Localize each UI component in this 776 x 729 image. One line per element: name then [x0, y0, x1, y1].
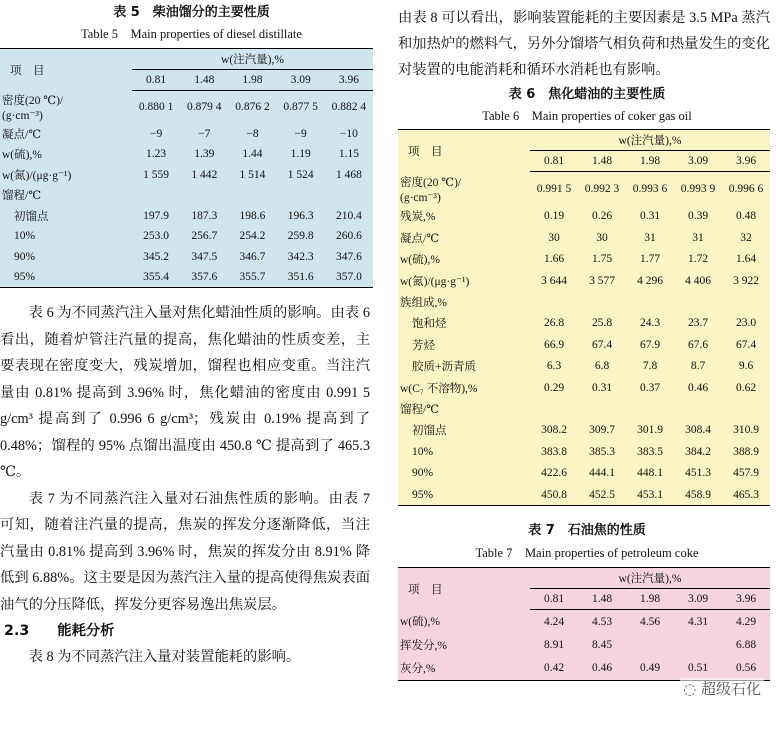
row-label-text: 密度(20 ℃)/ — [400, 176, 462, 189]
table-cell: −7 — [198, 127, 211, 140]
w-header: w(注汽量),% — [530, 130, 770, 151]
table-cell: 383.5 — [637, 445, 663, 458]
paragraph-table7: 表 7 为不同蒸汽注入量对石油焦性质的影响。由表 7 可知，随着注汽量的提高，焦炭的挥发分逐渐降低，当注汽量由 0.81% 提高到 3.96% 时，焦炭的挥发分由 8.91% 降低到 6.88%。这主要是因为蒸汽注入量的提高使得焦炭表面油气的分压降低，挥发分更容易逸出焦炭层。 — [0, 490, 370, 613]
row-label — [398, 172, 530, 206]
table-cell: 1.64 — [735, 253, 757, 266]
table-cell: 254.2 — [239, 230, 266, 243]
table-cell: 1.72 — [687, 253, 709, 266]
row-label — [398, 657, 530, 681]
row-label-text: 馏程/℃ — [400, 403, 440, 416]
section-title: 能耗分析 — [57, 623, 115, 640]
row-label-text: 芳烃 — [412, 339, 435, 352]
table-cell: 342.3 — [287, 250, 314, 263]
table-cell: 31 — [644, 231, 656, 244]
left-body-text — [0, 300, 370, 618]
row-label — [0, 185, 132, 206]
table-cell: 0.37 — [639, 381, 661, 394]
table-cell: 351.6 — [277, 267, 325, 288]
row-label — [398, 462, 530, 483]
table-cell: 345.2 — [143, 250, 170, 263]
table6-caption-en: Table 6 Main properties of coker gas oil — [482, 109, 692, 123]
table-cell: 4.29 — [735, 615, 757, 628]
row-label-text: 初馏点 — [412, 425, 447, 438]
row-label-text: 族组成,% — [400, 296, 447, 309]
table-cell: 23.7 — [687, 317, 709, 330]
table-row — [398, 633, 770, 657]
table-row — [398, 270, 770, 291]
table-cell: 6.3 — [546, 360, 562, 373]
table-row — [398, 172, 770, 206]
table7-caption-cn: 表 7 石油焦的性质 — [528, 523, 646, 539]
table-cell: 457.9 — [733, 467, 759, 480]
column-header: 1.48 — [180, 70, 228, 91]
table-row — [398, 291, 770, 312]
table-row — [398, 484, 770, 506]
row-label-text: 90% — [14, 250, 36, 263]
table-cell: 67.9 — [639, 338, 661, 351]
table-cell: 187.3 — [191, 209, 218, 222]
table-cell: 0.877 5 — [283, 101, 318, 114]
row-label — [398, 633, 530, 657]
table5-caption-cn: 表 5 柴油馏分的主要性质 — [113, 5, 270, 20]
table6 — [398, 129, 776, 506]
row-label-text: w(氮)/(μg·g⁻¹) — [400, 275, 470, 288]
table-cell — [674, 398, 722, 419]
table-cell — [530, 398, 578, 419]
row-label — [0, 91, 132, 124]
row-label-text: w(氮)/(μg·g⁻¹) — [2, 169, 72, 182]
paragraph-table8 — [0, 644, 370, 671]
column-header: 0.81 — [530, 151, 578, 172]
table-cell: 308.2 — [541, 424, 567, 437]
table-cell: 26.8 — [543, 317, 565, 330]
table-cell: 1 514 — [239, 168, 266, 181]
table-cell: 450.8 — [530, 484, 578, 506]
table-cell: 67.6 — [687, 338, 709, 351]
table-cell: 0.992 3 — [584, 182, 620, 195]
table-cell — [180, 185, 228, 206]
table-cell: 1.77 — [639, 253, 661, 266]
watermark — [680, 678, 764, 699]
table-cell: 385.3 — [589, 445, 615, 458]
table-cell: 355.7 — [228, 267, 276, 288]
row-label-text: 灰分,% — [400, 663, 436, 676]
table-row — [398, 610, 770, 634]
table-cell: 0.876 2 — [235, 101, 270, 114]
table-cell: 4.31 — [687, 615, 709, 628]
section-heading — [4, 618, 383, 644]
table-cell: 3 577 — [589, 274, 615, 287]
row-label — [398, 334, 530, 355]
table-cell: 452.5 — [578, 484, 626, 506]
table-row — [398, 355, 770, 376]
column-header: 0.81 — [530, 589, 578, 610]
row-label-text: 凝点/℃ — [400, 232, 440, 245]
row-label — [398, 227, 530, 248]
row-label — [398, 441, 530, 462]
table-cell: 198.6 — [239, 209, 266, 222]
table-row — [398, 227, 770, 248]
table-row — [398, 206, 770, 227]
table-row — [0, 267, 373, 288]
table-cell: 1 524 — [287, 168, 314, 181]
row-label — [398, 249, 530, 270]
table-row — [0, 205, 373, 226]
table-cell: 453.1 — [626, 484, 674, 506]
table-cell: 388.9 — [733, 445, 759, 458]
table-cell: 23.0 — [735, 317, 757, 330]
row-label-unit: (g·cm⁻³) — [400, 191, 441, 204]
table-cell: 0.51 — [674, 657, 722, 681]
table-cell — [530, 291, 578, 312]
table-cell: −8 — [246, 127, 259, 140]
row-label-text: 馏程/℃ — [2, 190, 42, 203]
table-cell: 310.9 — [733, 424, 759, 437]
table7-caption-en: Table 7 Main properties of petroleum coke — [475, 546, 699, 561]
table-cell — [626, 633, 674, 657]
paragraph-energy: 由表 8 可以看出，影响装置能耗的主要因素是 3.5 MPa 蒸汽和加热炉的燃料气，另外分馏塔气相负荷和热量发生的变化对装置的电能消耗和循环水消耗也有影响。 — [398, 10, 770, 78]
row-label-text: 挥发分,% — [400, 639, 447, 652]
w-header: w(注汽量),% — [132, 49, 373, 70]
column-header: 3.09 — [674, 151, 722, 172]
table-cell: 347.6 — [335, 250, 362, 263]
table-cell: 383.8 — [541, 445, 567, 458]
row-label-text: 残炭,% — [400, 211, 436, 224]
table-cell: 0.996 6 — [728, 182, 764, 195]
table-cell — [722, 398, 770, 419]
table-cell: 0.880 1 — [138, 101, 174, 114]
row-label — [398, 484, 530, 506]
table-row — [0, 144, 373, 165]
table-row — [0, 226, 373, 247]
column-header: 1.98 — [228, 70, 276, 91]
table-cell: 0.879 4 — [187, 101, 222, 114]
table-cell: 3 644 — [541, 274, 567, 287]
table-cell: 0.39 — [687, 210, 709, 223]
table6-caption-cn: 表 6 焦化蜡油的主要性质 — [508, 87, 666, 102]
right-body-text — [398, 5, 770, 83]
table-cell: 0.26 — [591, 210, 613, 223]
row-label-text: w(硫),% — [400, 616, 440, 629]
table-cell: 309.7 — [589, 424, 615, 437]
table-cell: 384.2 — [685, 445, 711, 458]
table-row — [398, 441, 770, 462]
table-cell — [132, 185, 180, 206]
table-cell: 31 — [692, 231, 704, 244]
table-cell: 1.39 — [194, 148, 215, 161]
table-cell: 355.4 — [132, 267, 180, 288]
table-cell: −10 — [339, 127, 358, 140]
column-header: 3.09 — [277, 70, 325, 91]
table-cell: 67.4 — [735, 338, 757, 351]
table-cell: 3 922 — [733, 274, 759, 287]
table-cell: 0.31 — [639, 210, 661, 223]
table-cell: 210.4 — [335, 209, 362, 222]
table-cell: 197.9 — [143, 209, 170, 222]
row-label — [398, 355, 530, 376]
table-cell: 448.1 — [637, 467, 663, 480]
table-cell: 0.29 — [543, 381, 565, 394]
table7 — [398, 567, 776, 681]
row-label-text: w(硫),% — [400, 254, 440, 267]
table-cell: 25.8 — [591, 317, 613, 330]
table-cell: 4.56 — [639, 615, 661, 628]
row-label-text: 10% — [412, 445, 434, 458]
paragraph-table8-text: 表 8 为不同蒸汽注入量对装置能耗的影响。 — [28, 649, 301, 666]
left-column — [0, 0, 383, 671]
table-cell: 301.9 — [637, 424, 663, 437]
row-label — [398, 398, 530, 419]
column-header: 1.48 — [578, 589, 626, 610]
table-cell: 67.4 — [591, 338, 613, 351]
table-cell: 7.8 — [642, 360, 658, 373]
table-cell — [722, 291, 770, 312]
table-cell: 1 468 — [335, 168, 362, 181]
table-cell: 357.0 — [325, 267, 373, 288]
table-cell: 0.882 4 — [331, 101, 367, 114]
table-cell: 6.88 — [735, 638, 757, 651]
table-cell: 0.993 9 — [680, 182, 716, 195]
column-header: 3.96 — [325, 70, 373, 91]
table-cell — [626, 291, 674, 312]
table-cell: 0.46 — [687, 381, 709, 394]
table-cell: 30 — [596, 231, 608, 244]
row-label-text: 凝点/℃ — [2, 128, 42, 141]
table-cell: 465.3 — [722, 484, 770, 506]
row-label — [0, 226, 132, 247]
table-cell: 0.31 — [591, 381, 613, 394]
table-cell: 4 296 — [637, 274, 663, 287]
row-label — [0, 144, 132, 165]
section-number: 2.3 — [4, 623, 30, 640]
row-label — [398, 377, 530, 398]
table-cell: 260.6 — [335, 230, 362, 243]
table-cell: 458.9 — [674, 484, 722, 506]
row-label — [0, 205, 132, 226]
row-label-text: 90% — [412, 467, 434, 480]
table-row — [398, 398, 770, 419]
table-cell — [228, 185, 276, 206]
table-row — [398, 462, 770, 483]
table-cell: 0.42 — [530, 657, 578, 681]
right-column — [398, 0, 776, 681]
item-header: 项 目 — [0, 49, 132, 91]
table-row — [398, 249, 770, 270]
table-cell: 346.7 — [239, 250, 266, 263]
table-cell: 1.15 — [338, 148, 359, 161]
table-cell: 0.62 — [735, 381, 757, 394]
table-cell: 0.48 — [735, 210, 757, 223]
row-label-text: 密度(20 ℃)/ — [2, 94, 64, 107]
column-header: 3.09 — [674, 589, 722, 610]
table-cell — [277, 185, 325, 206]
w-header: w(注汽量),% — [530, 568, 770, 589]
table-cell: 347.5 — [191, 250, 218, 263]
table-cell: 253.0 — [143, 230, 170, 243]
table-cell: 4 406 — [685, 274, 711, 287]
row-label-text: 10% — [14, 230, 36, 243]
table-cell: 0.56 — [722, 657, 770, 681]
table-cell: 1.44 — [242, 148, 263, 161]
table5-caption-en: Table 5 Main properties of diesel distillate — [81, 27, 302, 41]
table-cell — [325, 185, 373, 206]
row-label — [0, 164, 132, 185]
column-header: 0.81 — [132, 70, 180, 91]
table-cell: 24.3 — [639, 317, 661, 330]
table-row — [0, 123, 373, 144]
item-header: 项 目 — [398, 568, 530, 610]
column-header: 1.48 — [578, 151, 626, 172]
table-cell: 8.45 — [591, 638, 613, 651]
table-cell: 32 — [740, 231, 752, 244]
table-row — [0, 185, 373, 206]
row-label-text: 胶质+沥青质 — [412, 361, 476, 374]
row-label — [398, 206, 530, 227]
table-row — [0, 164, 373, 185]
table-cell: 0.19 — [543, 210, 565, 223]
table-cell: −9 — [149, 127, 163, 140]
table-cell — [674, 633, 722, 657]
table-cell: 9.6 — [738, 360, 754, 373]
item-header: 项 目 — [398, 130, 530, 172]
table5 — [0, 48, 383, 288]
table-cell: 444.1 — [589, 467, 615, 480]
row-label — [398, 313, 530, 334]
row-label — [398, 270, 530, 291]
column-header: 3.96 — [722, 151, 770, 172]
table-cell: 451.3 — [685, 467, 711, 480]
row-label — [398, 420, 530, 441]
row-label-text: 95% — [412, 488, 434, 501]
row-label — [398, 291, 530, 312]
table-cell: 0.991 5 — [536, 182, 572, 195]
column-header: 1.98 — [626, 589, 674, 610]
table-cell: 0.993 6 — [632, 182, 668, 195]
watermark-text: 超级石化 — [700, 680, 761, 698]
table-row — [398, 377, 770, 398]
row-label-text: 初馏点 — [14, 210, 49, 223]
table-row — [398, 313, 770, 334]
table-cell — [578, 291, 626, 312]
table-cell: 1 559 — [143, 168, 170, 181]
table-cell: 0.46 — [578, 657, 626, 681]
row-label-text: 95% — [14, 271, 36, 284]
table-cell: 259.8 — [287, 230, 314, 243]
table-cell — [626, 398, 674, 419]
table-cell: 6.8 — [594, 360, 610, 373]
row-label — [0, 267, 132, 288]
table-row — [0, 246, 373, 267]
row-label — [0, 246, 132, 267]
table-cell: 8.91 — [543, 638, 565, 651]
table-cell: 1.23 — [146, 148, 167, 161]
table-cell: 256.7 — [191, 230, 218, 243]
column-header: 1.98 — [626, 151, 674, 172]
table-cell: 66.9 — [543, 338, 565, 351]
row-label-text: w(C₇ 不溶物),% — [400, 382, 478, 395]
row-label-text: w(硫),% — [2, 149, 42, 162]
table-cell: 1 442 — [191, 168, 218, 181]
row-label-unit: (g·cm⁻³) — [2, 109, 43, 122]
table-cell — [674, 291, 722, 312]
table-cell: 196.3 — [287, 209, 314, 222]
table-row — [398, 420, 770, 441]
table-cell: 30 — [548, 231, 560, 244]
table-cell: 422.6 — [541, 467, 567, 480]
table-cell — [578, 398, 626, 419]
column-header: 3.96 — [722, 589, 770, 610]
wechat-icon: ◌ — [683, 680, 701, 698]
table-cell: 1.19 — [290, 148, 311, 161]
table-row — [0, 91, 373, 124]
table-row — [398, 334, 770, 355]
table-cell: 8.7 — [690, 360, 706, 373]
table-cell: 4.53 — [591, 615, 613, 628]
row-label — [0, 123, 132, 144]
table-cell: 1.66 — [543, 253, 565, 266]
row-label-text: 饱和烃 — [412, 318, 447, 331]
table-cell: 4.24 — [543, 615, 565, 628]
row-label — [398, 610, 530, 634]
table-cell: −9 — [294, 127, 307, 140]
table-cell: 0.49 — [626, 657, 674, 681]
table-cell: 1.75 — [591, 253, 613, 266]
table-cell: 357.6 — [180, 267, 228, 288]
table-cell: 308.4 — [685, 424, 711, 437]
paragraph-table6: 表 6 为不同蒸汽注入量对焦化蜡油性质的影响。由表 6 看出，随着炉管注汽量的提高，焦化蜡油的性质变差，主要表现在密度变大，残炭增加，馏程也相应变重。当注汽量由 0.81% 提高到 3.96% 时，焦化蜡油的密度由 0.991 5 g/cm³ 提高到了 0.996 6 g/cm³；残炭由 0.19% 提高到了 0.48%；馏程的 95% 点馏出温度由 450.8 ℃ 提高到了 465.3 ℃。 — [0, 305, 370, 481]
